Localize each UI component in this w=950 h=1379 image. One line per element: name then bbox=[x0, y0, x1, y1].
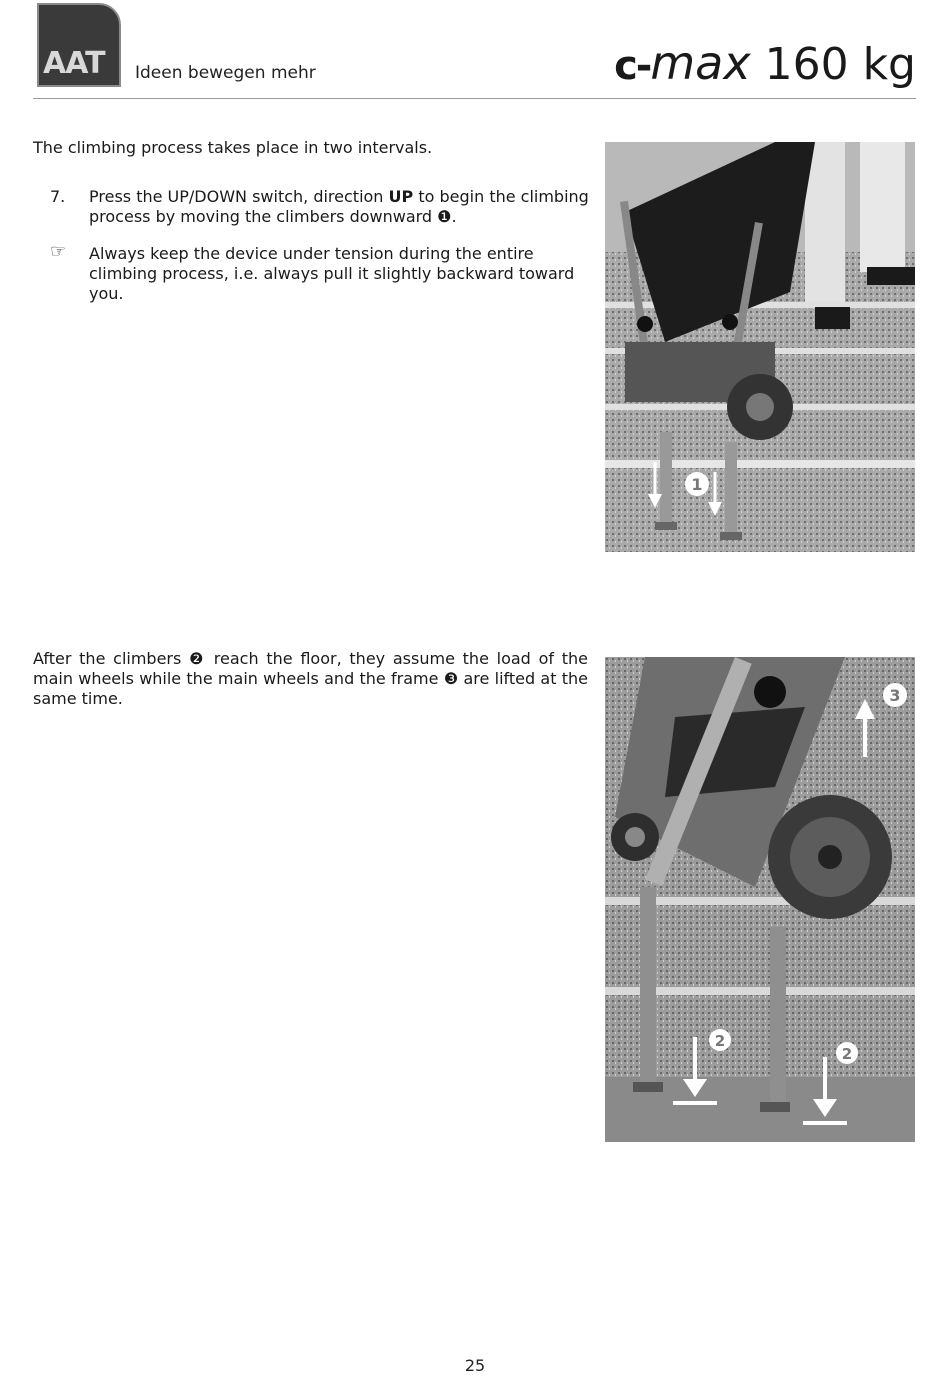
step-number: 7. bbox=[50, 187, 66, 206]
photo2-marker-2a: 2 bbox=[714, 1032, 726, 1050]
photo-climbing-step2 bbox=[605, 657, 915, 1142]
product-title bbox=[614, 36, 916, 90]
note-text: Always keep the device under tension during the entire climbing process, i.e. always pull it slightly backward toward you. bbox=[89, 244, 575, 303]
page-number: 25 bbox=[464, 1356, 486, 1375]
brand-capacity: 160 kg bbox=[764, 39, 916, 90]
pointing-hand-icon: ☞ bbox=[50, 241, 67, 262]
step-text-before: Press the UP/DOWN switch, direction bbox=[89, 187, 389, 206]
tagline: Ideen bewegen mehr bbox=[135, 63, 316, 83]
brand-prefix: c- bbox=[614, 43, 651, 89]
logo-text: AAT bbox=[43, 46, 105, 81]
intro-text: The climbing process takes place in two intervals. bbox=[33, 138, 433, 157]
photo2-illustration bbox=[605, 657, 915, 1142]
aat-logo bbox=[37, 3, 121, 87]
header-divider bbox=[33, 98, 916, 99]
paragraph-2: After the climbers ❷ reach the floor, they assume the load of the main wheels while the main wheels and the frame ❸ are lifted at the same time. bbox=[33, 649, 588, 708]
photo2-marker-2b: 2 bbox=[841, 1045, 853, 1063]
photo1-illustration bbox=[605, 142, 915, 552]
photo-climbing-step1 bbox=[605, 142, 915, 552]
step-text bbox=[89, 187, 589, 227]
photo2-marker-3: 3 bbox=[889, 686, 901, 705]
step-text-after: to begin the climbing process by moving the climbers downward ❶. bbox=[89, 187, 589, 226]
step-text-bold: UP bbox=[388, 187, 414, 206]
photo1-marker-1: 1 bbox=[691, 475, 703, 494]
brand-name: max bbox=[650, 36, 751, 90]
